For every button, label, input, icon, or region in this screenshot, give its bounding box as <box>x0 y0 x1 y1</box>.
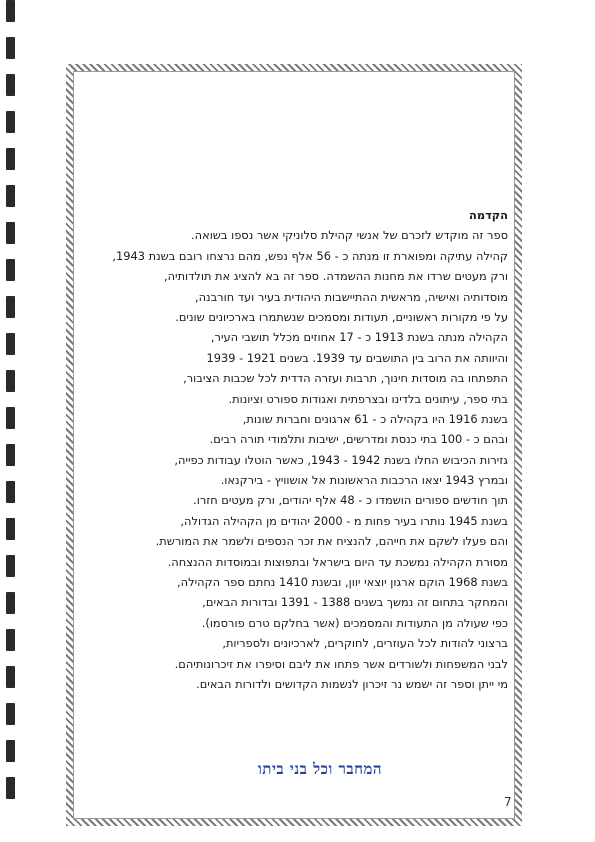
binder-hole <box>6 37 15 59</box>
binder-hole <box>6 111 15 133</box>
binder-hole <box>6 481 15 503</box>
text-line: בשנת 1968 הוקם ארגון יוצאי יוון, ובשנת 1410 נחתם ספר הקהילה, <box>177 575 508 590</box>
text-line: ובהם כ - 100 בתי כנסת ומדרשים, ישיבות ותלמודי תורה רבים. <box>209 432 508 447</box>
binder-hole <box>6 74 15 96</box>
binder-hole <box>6 222 15 244</box>
binder-hole <box>6 555 15 577</box>
binder-hole <box>6 777 15 799</box>
text-line: בשנת 1945 נותרו בעיר פחות מ - 2000 יהודים מן הקהילה הגדולה, <box>180 513 508 528</box>
binder-hole <box>6 629 15 651</box>
text-line: ורק מעטים שרדו את מחנות ההשמדה. ספר זה בא להציג את תולדותיה, <box>163 269 508 284</box>
page-number: 7 <box>504 795 512 809</box>
binder-hole <box>6 370 15 392</box>
text-line: התפתחו בה מוסדות חינוך, תרבות ועזרה הדדית לכל שכבות הציבור, <box>183 371 508 386</box>
text-line: לבני המשפחות ולשורדים אשר פתחו את ליבם וסיפרו את זיכרונותיהם. <box>174 656 508 671</box>
binder-hole <box>6 148 15 170</box>
text-line: גזירות הכיבוש החלו בשנת 1942 - 1943, כאשר הוטלו עבודות כפייה, <box>174 452 508 467</box>
binder-hole <box>6 666 15 688</box>
text-line: והיוותה את הרוב בין התושבים עד 1939. בשנים 1921 - 1939 <box>206 350 508 365</box>
text-line: מוסדותיה ואישיה, מראשית ההתיישבות היהודית בעיר ועד חורבנה, <box>194 289 508 304</box>
signature: המחבר וכל בני ביתו <box>257 760 383 778</box>
text-line: ברצוני להודות לכל העוזרים, לחוקרים, לארכיונים ולספריות, <box>222 636 508 651</box>
text-line: כפי שעולה מן התעודות והמסמכים (אשר בחלקם טרם פורסמו). <box>201 615 508 630</box>
binder-hole <box>6 296 15 318</box>
text-line: הקהילה מנתה בשנת 1913 כ - 17 אחוזים מכלל תושבי העיר, <box>210 330 508 345</box>
binder-hole <box>6 259 15 281</box>
binder-hole <box>6 0 15 22</box>
binder-hole <box>6 444 15 466</box>
binder-hole <box>6 592 15 614</box>
binder-hole <box>6 185 15 207</box>
text-line: מי ייתן וספר זה ישמש נר זיכרון לנשמות הקדושים ולדורות הבאים. <box>196 676 508 691</box>
binder-hole <box>6 703 15 725</box>
binder-holes <box>0 0 20 842</box>
preface-heading: הקדמה <box>469 208 508 222</box>
text-line: מסורת הקהילה נמשכת עד היום בישראל ובתפוצות ובמוסדות ההנצחה. <box>167 554 508 569</box>
text-line: בתי ספר, עיתונים בלדינו ובצרפתית ואגודות ספורט וציונות. <box>228 391 508 406</box>
text-line: והמחקר בתחום זה נמשך בשנים 1388 - 1391 ובדורות הבאים, <box>202 595 508 610</box>
text-line: ובמרץ 1943 יצאו הרכבות הראשונות אל אושוויץ - בירקנאו. <box>220 473 508 488</box>
text-line: תוך חודשים ספורים הושמדו כ - 48 אלף יהודים, ורק מעטים חזרו. <box>193 493 508 508</box>
text-line: בשנת 1916 היו בקהילה כ - 61 ארגונים וחברות שונות, <box>242 411 508 426</box>
binder-hole <box>6 333 15 355</box>
preface-text-block <box>88 205 508 694</box>
binder-hole <box>6 407 15 429</box>
text-line: על פי מקורות ראשוניים, תעודות ומסמכים שנשתמרו בארכיונים שונים. <box>175 309 508 324</box>
binder-hole <box>6 518 15 540</box>
text-line: ספר זה מוקדש לזכרם של אנשי קהילת סלוניקי אשר נספו בשואה. <box>191 228 508 243</box>
text-line: והם פעלו לשקם את חייהם, להנציח את זכר הנספים ולשמר את המורשת. <box>155 534 508 549</box>
text-line: קהילה עתיקה ומפוארת זו מנתה כ - 56 אלף נפש, מהם נרצחו רובם בשנת 1943, <box>112 248 508 263</box>
binder-hole <box>6 740 15 762</box>
